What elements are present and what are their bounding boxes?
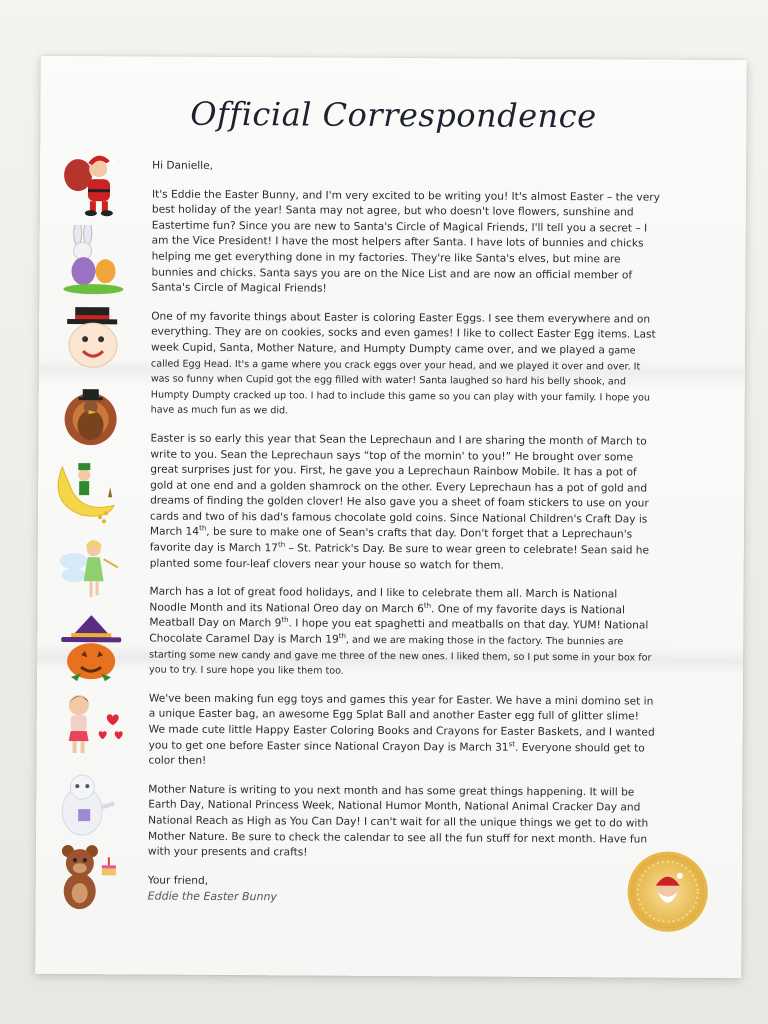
paragraph-4-part-2: . One of my favorite days is National Meatball Day on March 9 — [149, 603, 625, 630]
letter-closing: Your friend, — [147, 874, 209, 887]
letter-body — [148, 159, 661, 908]
turkey-icon — [52, 383, 132, 455]
paragraph-5 — [148, 691, 656, 772]
leprechaun-moon-icon — [52, 457, 132, 529]
paragraph-5-part-2: . Everyone should get to color then! — [148, 741, 645, 768]
paragraph-2 — [151, 309, 660, 421]
paragraph-6: Mother Nature is writing to you next month and has some great things happening. It will be Earth Day, National Princess Week, National Humor Month, National Animal Cracker Day and National Reach as High as You Can Day! I can't wait for all the unique things we get to do with Mother Nature. Be sure to check the calendar to see all the fun stuff for next month. Have fun with your presents and crafts! — [147, 783, 649, 859]
paragraph-4 — [149, 585, 658, 682]
santa-seal-icon — [627, 851, 707, 931]
superscript-st: st — [508, 739, 516, 748]
paragraph-2-part-2: game called Egg Head. It's a game where you crack eggs over your head, and we played it over and over. It was so funny when Cupid got the egg filled with water! Santa laughed so hard his belly shook, and Humpty Dumpty cracked up too. I had to include this game so you can play with your family. I hope you have as much fun as we did. — [150, 345, 651, 417]
superscript-th: th — [423, 601, 432, 610]
paragraph-3-part-2: , be sure to make one of Sean's crafts that day. Don't forget that a Leprechaun's favorite day is March 17 — [149, 526, 633, 555]
superscript-th: th — [277, 540, 286, 549]
teddy-bear-icon — [50, 843, 130, 915]
cupid-icon — [51, 689, 131, 761]
paragraph-3-part-3: – St. Patrick's Day. Be sure to wear green to celebrate! Sean said he planted some four-leaf clovers near your house so watch for them. — [149, 542, 650, 572]
gold-seal-icon — [627, 851, 707, 931]
santa-icon — [54, 147, 134, 219]
paragraph-4-part-1: March has a lot of great food holidays, and I like to celebrate them all. March is National Noodle Month and its National Oreo day on March 6 — [149, 585, 618, 616]
paragraph-4-part-3: . I hope you eat spaghetti and meatballs on that day. YUM! National Chocolate Caramel Day is March 19 — [149, 617, 649, 646]
paragraph-3 — [150, 431, 659, 574]
easter-bunny-icon — [53, 225, 133, 297]
fairy-icon — [51, 535, 131, 607]
jack-o-lantern-witch-icon — [51, 615, 131, 687]
letter-title: Official Correspondence — [190, 94, 597, 136]
paragraph-1: It's Eddie the Easter Bunny, and I'm very excited to be writing you! It's almost Easter – the very best holiday of the year! Santa may not agree, but who doesn't love flowers, sunshine and Eastertime fun? Since you are new to Santa's Circle of Magical Friends, I'll tell you a secret – I am the Vice President! I have the most helpers after Santa. I have lots of bunnies and chicks helping me get everything done in my factories. They're like Santa's elves, but mine are bunnies and chicks. Santa says you are on the Nice List and are now an official member of Santa's Circle of Magical Friends! — [151, 188, 660, 295]
superscript-th: th — [281, 616, 289, 625]
paragraph-5-part-1: We've been making fun egg toys and games this year for Easter. We have a mini domino set in a unique Easter bag, an awesome Egg Splat Ball and another Easter egg full of glitter slime! We made cute little Happy Easter Coloring Books and Crayons for Easter Baskets, and I wanted you to get one before Easter since National Crayon Day is March 31 — [148, 692, 655, 754]
letter-signature: Eddie the Easter Bunny — [147, 889, 277, 904]
paragraph-3-part-1: Easter is so early this year that Sean the Leprechaun and I are sharing the month of March to write to you. Sean the Leprechaun says “top of the mornin' to you!” He brought over some great surprises just for you. First, he gave you a Leprechaun Rainbow Mobile. It has a pot of gold at one end and a golden shamrock on the other. Every Leprechaun has a pot of gold and dreams of finding the golden clover! He also gave you a sheet of foam stickers to use on your cards and two of his dad's famous chocolate gold coins. Since National Children's Craft Day is March 14 — [149, 432, 649, 539]
paragraph-4-part-4: , and we are making those in the factory. The bunnies are starting some new candy and gave me three of the new ones. I liked them, so I put some in your box for you to try. I sure hope you like them too. — [149, 634, 652, 677]
paragraph-2-part-1: One of my favorite things about Easter is coloring Easter Eggs. I see them everywhere and on everything. They are on cookies, socks and even games! I like to collect Easter Egg items. Last week Cupid, Santa, Mother Nature, and Humpty Dumpty came over, and we played a — [150, 310, 656, 357]
letter-paper — [35, 56, 747, 978]
yeti-icon — [50, 771, 130, 843]
superscript-th: th — [199, 524, 207, 533]
letter-greeting: Hi Danielle, — [152, 159, 214, 172]
humpty-dumpty-icon — [53, 305, 133, 377]
superscript-th: th — [338, 632, 346, 641]
